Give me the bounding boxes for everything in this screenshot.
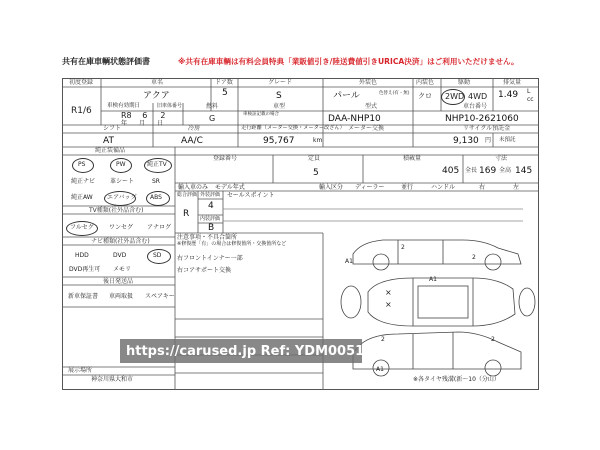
- interior-grade: B: [208, 223, 215, 233]
- diagram-a1-side: A1: [376, 366, 384, 373]
- interior-color: クロ: [418, 92, 432, 100]
- chassis-no-header: 車台番号: [463, 103, 488, 110]
- diagram-2-a: 2: [401, 244, 405, 251]
- equip-oem-aw: 純正AW: [71, 194, 93, 201]
- overall-grade: R: [183, 209, 190, 219]
- capacity: 5: [313, 168, 319, 178]
- equip-airbag-circle: [104, 191, 136, 206]
- equip-oem-navi: 純正ナビ: [71, 178, 96, 185]
- first-registration: R1/6: [71, 106, 92, 116]
- sales-point-header: セールスポイント: [227, 192, 275, 199]
- sheet-title: 共有在庫車輌状態評価書: [62, 57, 150, 66]
- exterior-color: パール: [333, 91, 360, 101]
- exterior-grade-header: 外装評価: [200, 192, 221, 198]
- equip-pw-circle: [110, 158, 132, 173]
- first-registration-header: 初度登録: [69, 79, 94, 86]
- old-chassis-header: 旧車体番号: [157, 103, 183, 109]
- equip-sr: SR: [152, 178, 160, 185]
- caution-line-1: 右フロントインナー一部: [177, 255, 243, 262]
- oem-equipment-header: 純正装備品: [95, 147, 126, 154]
- exterior-color-header: 外装色: [359, 79, 378, 86]
- location: 神奈川県大和市: [91, 376, 134, 383]
- recycle-fee: 9,130: [453, 136, 479, 146]
- fuel: G: [209, 114, 216, 123]
- displacement-header: 排気量: [503, 79, 522, 86]
- equip-airbag: エアバッグ: [107, 194, 137, 201]
- displacement-unit: L: [527, 88, 531, 95]
- capacity-header: 定員: [308, 155, 321, 162]
- drive-4wd: 4WD: [468, 92, 488, 101]
- fuel-header: 燃料: [206, 103, 219, 110]
- cc-unit: cc: [527, 96, 534, 103]
- color-change-note: 色替え(有・無): [379, 91, 410, 96]
- watermark-text: https://carused.jp Ref: YDM00511: [126, 344, 374, 359]
- import-category-label: 輸入区分: [319, 184, 344, 191]
- doc-warranty: 新車保証書: [68, 293, 99, 300]
- dim-height-label: 全高: [499, 167, 512, 174]
- registration-no-header: 登録番号: [213, 155, 238, 162]
- caution-sub: ※修復歴「有」の場合は修復箇所・交換箇所など: [177, 241, 287, 247]
- diagram-2-d: 2: [491, 336, 495, 343]
- dealer-label: ディーラー: [355, 184, 385, 191]
- doors-header: ドア数: [215, 79, 233, 86]
- navi-type-header: ナビ種類(社外品含む): [91, 238, 150, 245]
- import-only-label: 輸入車のみ: [178, 184, 209, 191]
- shift: AT: [103, 136, 114, 146]
- grade-header: グレード: [268, 79, 293, 86]
- navi-hdd: HDD: [75, 252, 89, 259]
- mileage-unit: km: [313, 137, 323, 144]
- tire-note: ※各タイヤ残溝(新～10（分山）: [413, 376, 500, 383]
- equip-pw: PW: [116, 161, 126, 168]
- drive-header: 駆動: [458, 79, 471, 86]
- inspection-date: R8 6 2: [121, 111, 166, 120]
- chassis-number: NHP10-2621060: [445, 114, 519, 124]
- equip-oem-tv-circle: [144, 158, 172, 173]
- handle-right: 右: [479, 184, 486, 191]
- meter-exchange-header: メーター交換: [348, 125, 385, 132]
- diagram-x-1: ×: [385, 288, 392, 297]
- displacement: 1.49: [498, 90, 519, 100]
- interior-grade-header: 内装評価: [200, 216, 221, 222]
- aircon-header: 冷房: [188, 125, 201, 132]
- equip-leather: 革シート: [110, 178, 135, 185]
- mileage-header: 走行距離（メーター交換・メーター改ざん）: [241, 125, 345, 131]
- caution-header: 注意事項・不具合箇所: [177, 234, 238, 241]
- interior-color-header: 内装色: [416, 79, 435, 86]
- inspection-date-units: 年 月 日: [121, 120, 164, 127]
- shift-header: シフト: [103, 125, 122, 132]
- equip-oem-tv: 純正TV: [147, 161, 167, 168]
- equip-abs-circle: [146, 191, 170, 206]
- tv-fullseg: フルセグ: [70, 224, 94, 231]
- handle-left: 左: [513, 184, 520, 191]
- caution-line-2: 右コアサポート交換: [177, 267, 232, 274]
- load-header: 積載量: [403, 155, 422, 162]
- handle-label: ハンドル: [431, 184, 456, 191]
- navi-memory: メモリ: [113, 266, 132, 273]
- tv-oneseg: ワンセグ: [109, 224, 134, 231]
- dim-width: 169: [479, 166, 497, 176]
- dim-height: 145: [515, 166, 533, 176]
- dimensions-header: 寸法: [495, 155, 508, 162]
- red-notice: ※共有在庫車輌は有料会員特典「業販値引き/陸送費値引きURICA決済」はご利用いただけません。: [178, 57, 519, 66]
- navi-sd: SD: [153, 252, 162, 259]
- equip-abs: ABS: [150, 194, 162, 201]
- inspection-header: 車検有効期日: [107, 103, 141, 109]
- recycle-header: リサイクル預託金: [463, 125, 511, 132]
- tv-type-header: TV種類(社外品含む): [89, 207, 144, 214]
- tv-fullseg-circle: [66, 221, 98, 236]
- body-type-header: 車型: [273, 103, 286, 110]
- location-header: 展示場所: [68, 367, 93, 374]
- aircon: AA/C: [181, 136, 203, 146]
- tv-analog: アナログ: [147, 224, 172, 231]
- diagram-a1-top: A1: [345, 258, 353, 265]
- grade: S: [276, 91, 282, 101]
- navi-dvd: DVD: [113, 252, 127, 259]
- exterior-grade: 4: [208, 201, 214, 211]
- overall-grade-header: 総合評価: [177, 192, 198, 198]
- model-code: DAA-NHP10: [328, 114, 381, 124]
- mileage: 95,767: [263, 136, 295, 146]
- car-name: アクア: [143, 91, 170, 101]
- navi-sd-circle: [147, 249, 171, 264]
- equip-ps: PS: [78, 161, 86, 168]
- doc-spare-key: スペアキー: [145, 293, 175, 300]
- dim-length: 405: [442, 166, 460, 176]
- watermark-banner: [120, 339, 374, 363]
- diagram-a1-rear: A1: [429, 276, 437, 283]
- model-year-label: モデル年式: [215, 184, 245, 191]
- car-name-header: 車名: [151, 79, 164, 86]
- later-shipment-header: 後日発送品: [103, 278, 134, 285]
- body-type-note: 車検証記載の場合: [243, 112, 279, 117]
- diagram-2-b: 2: [472, 254, 476, 261]
- recycle-unit: 円: [485, 137, 492, 144]
- dim-length-label: 全長: [465, 167, 478, 174]
- drive-2wd: 2WD: [445, 92, 465, 101]
- doc-manual: 車両取扱: [109, 293, 134, 300]
- diagram-2-c: 2: [381, 336, 385, 343]
- diagram-x-2: ×: [385, 300, 392, 309]
- doors: 5: [222, 88, 228, 98]
- parallel-label: 並行: [401, 184, 414, 191]
- drive-2wd-circle: [441, 89, 465, 105]
- navi-dvd-play: DVD再生可: [69, 266, 101, 273]
- model-header: 型式: [365, 103, 378, 110]
- equip-ps-circle: [72, 158, 94, 173]
- recycle-note: 未預託: [499, 137, 516, 143]
